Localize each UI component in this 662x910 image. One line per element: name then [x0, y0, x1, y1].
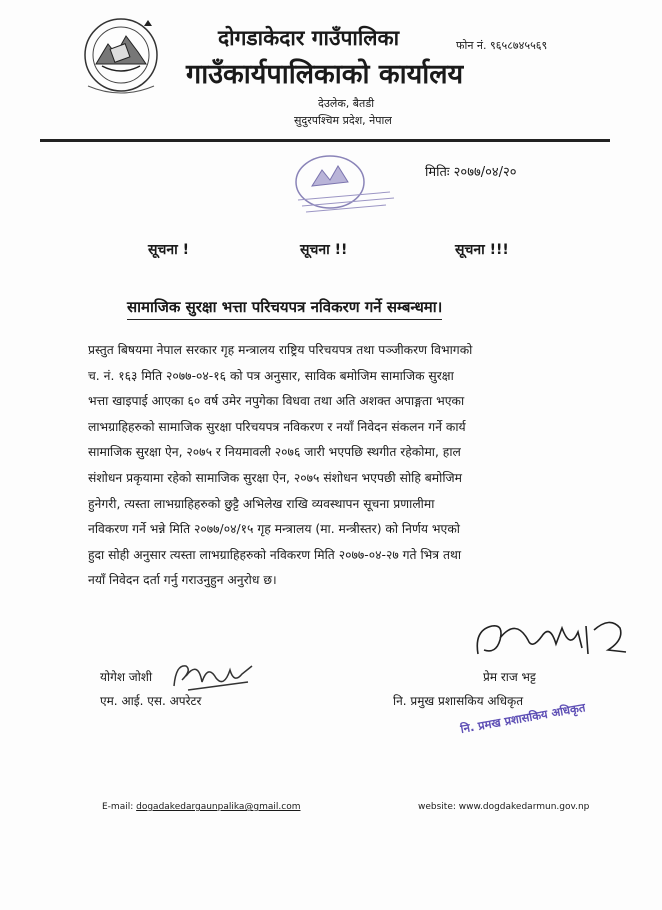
body-line: लाभग्राहिहरुको सामाजिक सुरक्षा परिचयपत्र नविकरण र नयाँ निवेदन संकलन गर्ने कार्य — [88, 419, 466, 434]
body-line: च. नं. १६३ मिति २०७७-०४-१६ को पत्र अनुसार, साविक बमोजिम सामाजिक सुरक्षा — [88, 368, 454, 383]
footer-website[interactable]: website: www.dogdakedarmun.gov.np — [418, 802, 590, 812]
email-label: E-mail: — [102, 802, 134, 812]
municipality-name: दोगडाकेदार गाउँपालिका — [218, 26, 400, 50]
handwritten-signature-right — [470, 610, 635, 672]
nepal-emblem-logo — [82, 16, 160, 94]
header-divider — [40, 139, 610, 142]
body-line: सामाजिक सुरक्षा ऐन, २०७५ र नियमावली २०७६ जारी भएपछि स्थगीत रहेकोमा, हाल — [88, 445, 461, 460]
notice-heading-3: सूचना !!! — [455, 242, 509, 258]
letter-date: मितिः २०७७/०४/२० — [425, 165, 517, 180]
body-line: प्रस्तुत बिषयमा नेपाल सरकार गृह मन्त्रालय राष्ट्रिय परिचयपत्र तथा पञ्जीकरण विभागको — [88, 343, 473, 357]
body-line: हुदा सोही अनुसार त्यस्ता लाभग्राहिहरुको नविकरण मिति २०७७-०४-२७ गते भित्र तथा — [88, 547, 462, 562]
notice-heading-2: सूचना !! — [300, 242, 348, 258]
handwritten-signature-left — [168, 656, 258, 696]
address-line-1: देउलेक, बैतडी — [318, 97, 375, 110]
phone-number: फोन नं. ९६५८७४५५६९ — [456, 39, 548, 52]
body-line: नयाँ निवेदन दर्ता गर्नु गराउनुहुन अनुरोध छ। — [88, 573, 277, 588]
office-seal-stamp — [290, 152, 400, 216]
footer-email — [102, 802, 301, 812]
designation-rubber-stamp: नि. प्रमख प्रशासकिय अधिकृत — [459, 700, 587, 737]
signatory-right-name: प्रेम राज भट्ट — [483, 670, 536, 684]
address-line-2: सुदुरपश्चिम प्रदेश, नेपाल — [294, 114, 392, 127]
body-line: हुनेगरी, त्यस्ता लाभग्राहिहरुको छुट्टै अभिलेख राखि व्यवस्थापन सूचना प्रणालीमा — [88, 496, 435, 511]
office-title: गाउँकार्यपालिकाको कार्यालय — [186, 59, 464, 90]
signatory-right-title: नि. प्रमुख प्रशासकिय अधिकृत — [393, 694, 524, 708]
body-line: नविकरण गर्ने भन्ने मिति २०७७/०४/१५ गृह मन्त्रालय (मा. मन्त्रीस्तर) को निर्णय भएको — [88, 522, 460, 537]
letter-subject: सामाजिक सुरक्षा भत्ता परिचयपत्र नविकरण गर्ने सम्बन्धमा। — [127, 297, 442, 320]
letter-body — [88, 338, 570, 594]
notice-heading-1: सूचना ! — [148, 242, 190, 258]
body-line: संशोधन प्रकृयामा रहेको सामाजिक सुरक्षा ऐन, २०७५ संशोधन भएपछी सोहि बमोजिम — [88, 470, 462, 485]
signatory-left-title: एम. आई. एस. अपरेटर — [100, 694, 202, 708]
signatory-left-name: योगेश जोशी — [100, 670, 153, 684]
email-link[interactable]: dogadakedargaunpalika@gmail.com — [136, 802, 301, 812]
body-line: भत्ता खाइपाई आएका ६० वर्ष उमेर नपुगेका विधवा तथा अति अशक्त अपाङ्गता भएका — [88, 394, 465, 409]
